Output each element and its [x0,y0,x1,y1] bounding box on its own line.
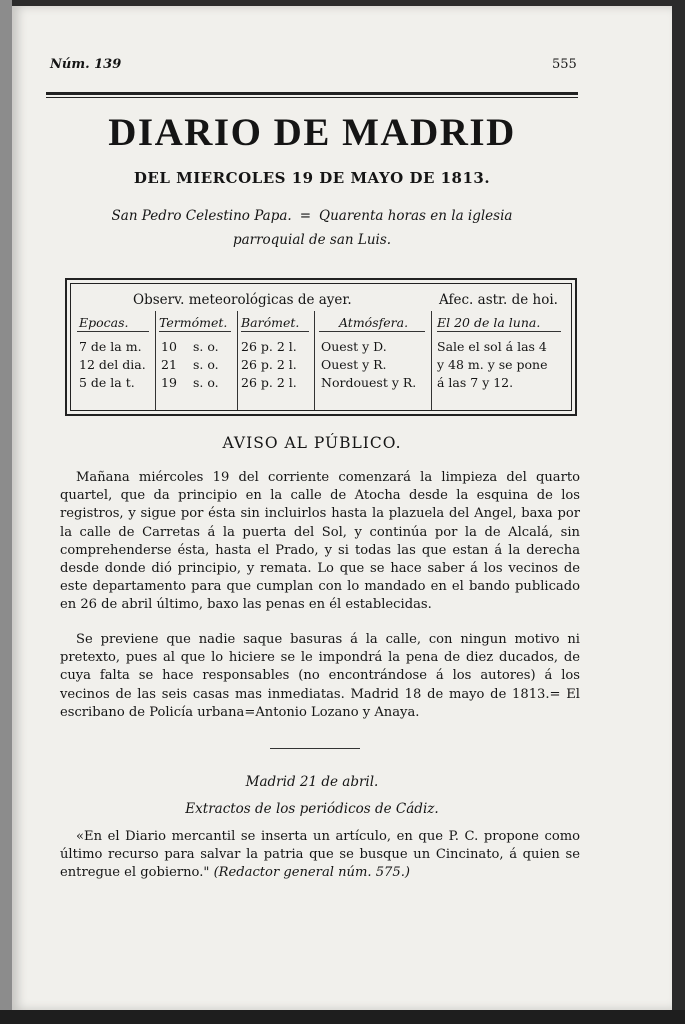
weather-table-inner-border [70,283,572,411]
column-divider [155,311,156,410]
newspaper-page [12,6,672,1010]
astro-title: Afec. astr. de hoi. [439,292,558,308]
masthead: DIARIO DE MADRID [108,111,516,154]
page-edge [0,0,12,1024]
saints-line2: parroquial de san Luis. [232,232,392,248]
luna-line: Sale el sol á las 4 [437,339,547,354]
extract-title: Extractos de los periódicos de Cádiz. [185,801,439,817]
row-atm: Nordouest y R. [321,375,417,390]
extract-quote: «En el Diario mercantil se inserta un artículo, en que P. C. propone como último recurso para salvar la patria que se busque un Cincinato, á quien se entregue el gobierno." [60,829,580,881]
issue-number: Núm. 139 [50,57,122,72]
row-epoca: 12 del dia. [79,357,146,372]
row-temp-dir: s. o. [193,339,219,354]
row-temp: 21 [161,357,177,372]
row-epoca: 5 de la t. [79,375,135,390]
weather-title: Observ. meteorológicas de ayer. [133,292,352,308]
luna-line: á las 7 y 12. [437,375,514,390]
col-underline [159,331,231,332]
notice-heading: AVISO AL PÚBLICO. [222,434,402,452]
header-rule [46,92,578,95]
col-luna: El 20 de la luna. [437,315,541,330]
column-divider [314,311,315,410]
row-barom: 26 p. 2 l. [241,339,297,354]
row-temp-dir: s. o. [193,357,219,372]
column-divider [237,311,238,410]
saints-line1-a: San Pedro Celestino Papa. [111,208,292,224]
row-temp: 10 [161,339,177,354]
row-temp-dir: s. o. [193,375,219,390]
extract-citation: (Redactor general núm. 575.) [213,865,410,881]
weather-table [65,278,577,416]
row-barom: 26 p. 2 l. [241,357,297,372]
row-temp: 19 [161,375,177,390]
saints-line1-b: Quarenta horas en la iglesia [319,208,513,224]
column-divider [431,311,432,410]
col-termometro: Termómet. [159,315,228,330]
saints-of-the-day [46,204,578,252]
dateline: DEL MIERCOLES 19 DE MAYO DE 1813. [133,169,491,187]
row-epoca: 7 de la m. [79,339,142,354]
col-underline [241,331,309,332]
col-barometro: Barómet. [241,315,300,330]
luna-line: y 48 m. y se pone [437,357,548,372]
extract-dateline: Madrid 21 de abril. [245,774,379,790]
col-atmosfera: Atmósfera. [339,315,409,330]
row-atm: Ouest y D. [321,339,387,354]
page-number: 555 [552,57,577,72]
row-barom: 26 p. 2 l. [241,375,297,390]
col-epocas: Epocas. [79,315,129,330]
row-atm: Ouest y R. [321,357,387,372]
col-underline [319,331,425,332]
separator: = [299,208,312,224]
scan-bottom-edge [0,1010,685,1024]
col-underline [77,331,149,332]
notice-paragraph-2: Se previene que nadie saque basuras á la calle, con ningun motivo ni pretexto, pues al que lo hiciere se le impondrá la pena de diez ducados, de cuya falta se hace responsables (no encontrándose á los autores) á los vecinos de las seis casas mas inmediatas. Madrid 18 de mayo de 1813.= El escribano de Policía urbana=Antonio Lozano y Anaya. [60,632,580,720]
section-divider [270,748,360,749]
header-rule-thin [46,97,578,98]
col-underline [437,331,561,332]
notice-paragraph-1: Mañana miércoles 19 del corriente comenzará la limpieza del quarto quartel, que da principio en la calle de Atocha desde la esquina de los registros, y sigue por ésta sin incluirlos hasta la plazuela del Angel, baxa por la calle de Carretas á la puerta del Sol, y continúa por la de Alcalá, sin comprehenderse ésta, hasta el Prado, y si todas las que estan á la derecha desde donde dió principio, y remata. Lo que se hace saber á los vecinos de este departamento para que cumplan con lo mandado en el bando publicado en 26 de abril último, baxo las penas en él establecidas. [60,470,580,613]
extract-paragraph [60,828,580,883]
